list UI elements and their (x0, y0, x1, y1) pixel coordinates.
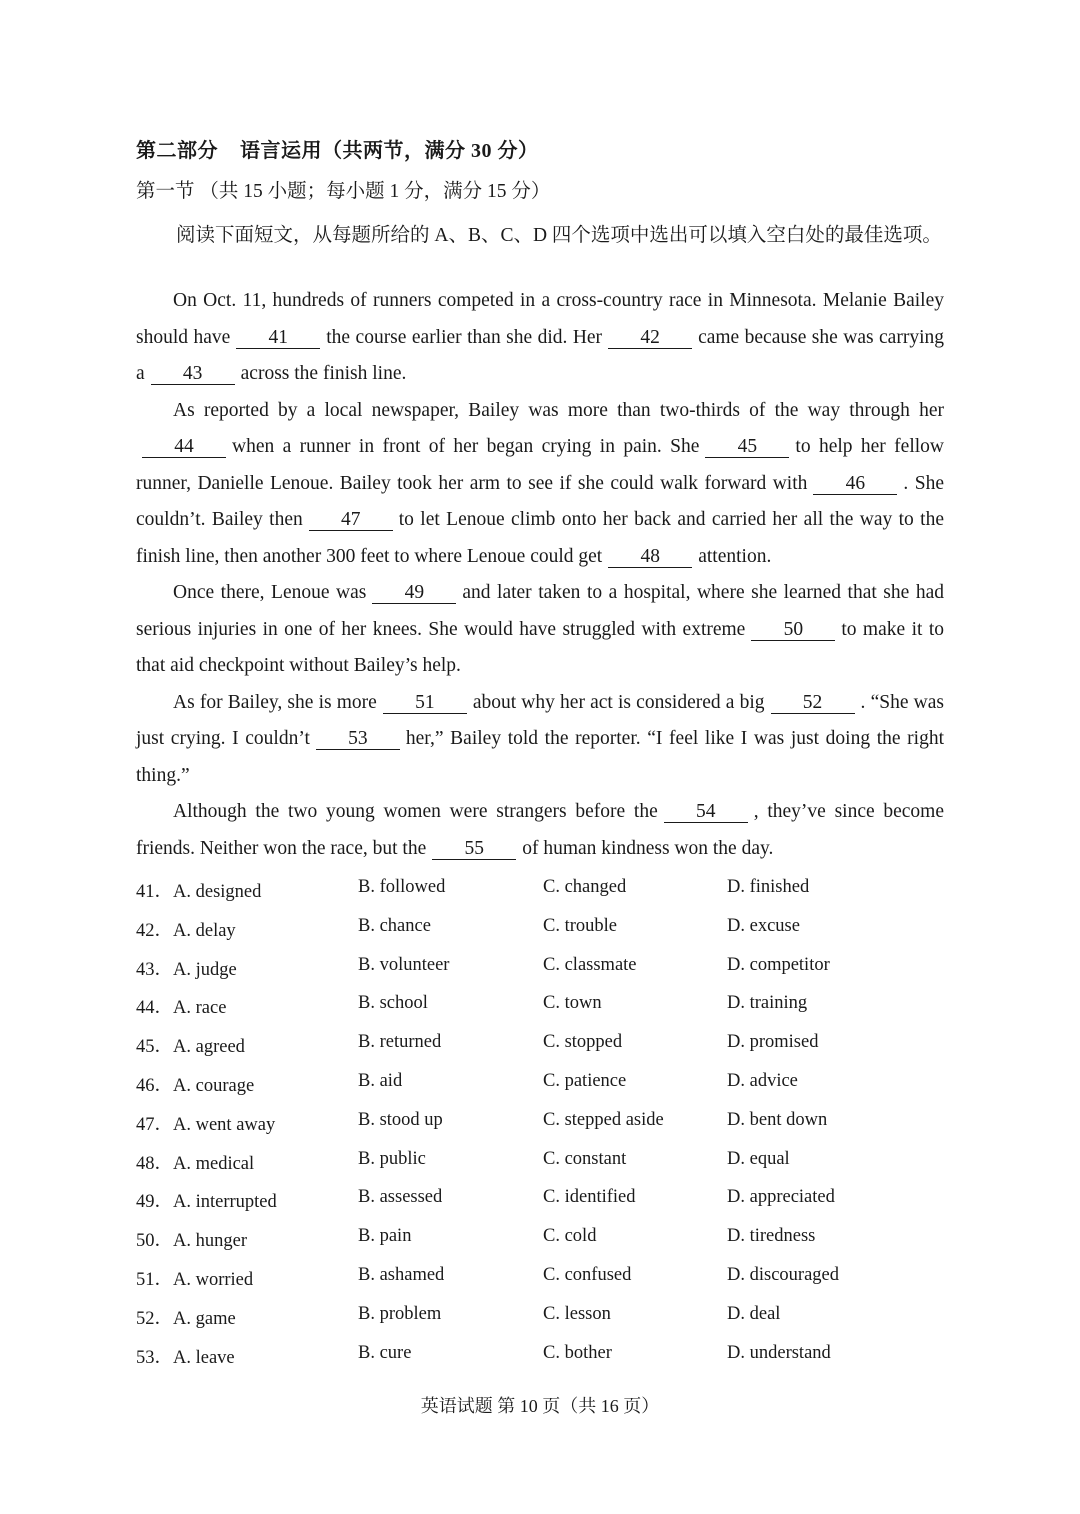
option-b: B. volunteer (358, 954, 450, 975)
option-b: B. assessed (358, 1187, 443, 1208)
passage-text: As for Bailey, she is more (173, 691, 377, 713)
option-d: D. excuse (727, 915, 800, 936)
option-d: D. finished (727, 877, 810, 897)
option-c: C. confused (543, 1264, 632, 1285)
passage-text: the course earlier than she did. Her (326, 326, 603, 348)
option-a: 48．A. medical (136, 1153, 255, 1174)
option-a: 51．A. worried (136, 1269, 254, 1290)
option-b: B. followed (358, 877, 446, 897)
option-a: 46．A. courage (136, 1075, 255, 1096)
option-c: C. bother (543, 1342, 612, 1363)
option-c: C. trouble (543, 915, 617, 936)
option-row (136, 1071, 944, 1110)
blank-42: 42 (608, 328, 692, 349)
option-b: B. school (358, 993, 428, 1014)
option-row (136, 1187, 944, 1226)
option-b: B. ashamed (358, 1264, 445, 1285)
option-d: D. deal (727, 1303, 781, 1324)
option-d: D. competitor (727, 954, 830, 975)
option-d: D. discouraged (727, 1264, 839, 1285)
option-c: C. lesson (543, 1303, 611, 1324)
paragraph-2 (136, 393, 944, 576)
option-row (136, 955, 944, 994)
blank-43: 43 (151, 364, 235, 385)
option-row (136, 1265, 944, 1304)
option-row (136, 1149, 944, 1188)
blank-54: 54 (664, 802, 748, 823)
option-a: 42．A. delay (136, 920, 236, 941)
option-row (136, 1110, 944, 1149)
blank-53: 53 (316, 729, 400, 750)
paragraph-3 (136, 575, 944, 685)
option-d: D. understand (727, 1342, 831, 1363)
option-a: 44．A. race (136, 998, 227, 1019)
option-c: C. changed (543, 877, 627, 897)
paragraph-4 (136, 685, 944, 795)
option-a: 41．A. designed (136, 882, 262, 902)
option-a: 50．A. hunger (136, 1231, 247, 1252)
passage-text: about why her act is considered a big (472, 691, 765, 713)
passage-text: attention. (698, 545, 772, 567)
passage-text: , they’ve since become friends. Neither won the race, but the (136, 801, 945, 859)
passage-text: when a runner in front of her began crying in pain. She (232, 436, 700, 457)
option-d: D. training (727, 993, 808, 1014)
passage-text: As reported by a local newspaper, Bailey was more than two-thirds of the way through her (173, 399, 944, 421)
option-row (136, 916, 944, 955)
passage-text: her,” Bailey told the reporter. “I feel like I was just doing the right thing.” (136, 728, 944, 786)
passage-text: to make it to that aid checkpoint without Bailey’s help. (136, 618, 944, 676)
option-a: 49．A. interrupted (136, 1192, 277, 1213)
option-a: 53．A. leave (136, 1347, 235, 1368)
blank-52: 52 (771, 693, 855, 714)
passage-text: . “She was just crying. I couldn’t (136, 691, 944, 749)
blank-46: 46 (813, 474, 897, 495)
cloze-passage (136, 283, 944, 867)
passage-text: to help her fellow runner, Danielle Lenoue. Bailey took her arm to see if she could walk forward with (136, 436, 944, 494)
option-b: B. problem (358, 1303, 442, 1324)
option-c: C. stopped (543, 1032, 623, 1053)
blank-51: 51 (383, 693, 467, 714)
option-row (136, 1226, 944, 1265)
blank-49: 49 (372, 583, 456, 604)
page-footer: 英语试题 第 10 页（共 16 页） (420, 1396, 660, 1416)
option-d: D. tiredness (727, 1226, 816, 1247)
blank-47: 47 (309, 510, 393, 531)
option-row (136, 1304, 944, 1343)
blank-48: 48 (608, 547, 692, 568)
option-d: D. promised (727, 1032, 819, 1053)
passage-text: to let Lenoue climb onto her back and carried her all the way to the finish line, then another 300 feet to where Lenoue could get (136, 509, 944, 567)
option-c: C. patience (543, 1070, 627, 1091)
option-row (136, 1343, 944, 1382)
option-a: 45．A. agreed (136, 1037, 245, 1058)
option-d: D. appreciated (727, 1187, 835, 1208)
passage-text: across the finish line. (240, 363, 407, 384)
paragraph-5 (136, 794, 944, 867)
option-c: C. constant (543, 1148, 627, 1169)
passage-text: On Oct. 11, hundreds of runners competed in a cross-country race in Minnesota. Melanie Bailey should have (136, 290, 944, 348)
option-c: C. classmate (543, 954, 637, 975)
option-a: 43．A. judge (136, 959, 237, 980)
option-row (136, 993, 944, 1032)
option-c: C. identified (543, 1187, 636, 1208)
option-row (136, 877, 944, 916)
section-name: 语言运用（共两节，满分 30 分） (240, 140, 539, 162)
blank-50: 50 (751, 620, 835, 641)
option-a: 47．A. went away (136, 1114, 276, 1135)
option-b: B. chance (358, 915, 431, 936)
section-title (136, 134, 539, 163)
option-d: D. bent down (727, 1109, 828, 1130)
passage-text: Although the two young women were strangers before the (173, 801, 658, 822)
option-d: D. advice (727, 1070, 798, 1091)
paragraph-1 (136, 283, 944, 393)
option-b: B. aid (358, 1070, 403, 1091)
instructions: 阅读下面短文，从每题所给的 A、B、C、D 四个选项中选出可以填入空白处的最佳选项。 (176, 225, 942, 246)
option-row (136, 1032, 944, 1071)
option-b: B. cure (358, 1342, 412, 1363)
option-a: 52．A. game (136, 1308, 236, 1329)
passage-text: of human kindness won the day. (522, 837, 774, 859)
option-b: B. public (358, 1148, 426, 1169)
subsection-title: 第一节 （共 15 小题；每小题 1 分，满分 15 分） (136, 181, 551, 202)
section-part: 第二部分 (136, 140, 218, 162)
option-c: C. stepped aside (543, 1109, 664, 1130)
blank-41: 41 (236, 328, 320, 349)
blank-55: 55 (432, 839, 516, 860)
option-b: B. returned (358, 1032, 442, 1053)
option-b: B. pain (358, 1226, 412, 1247)
option-b: B. stood up (358, 1109, 443, 1130)
passage-text: came because she was carrying a (136, 326, 944, 384)
passage-text: and later taken to a hospital, where she learned that she had serious injuries in one of her knees. She would have struggled with extreme (136, 582, 944, 640)
passage-text: Once there, Lenoue was (173, 582, 367, 603)
passage-text: . She couldn’t. Bailey then (136, 472, 944, 530)
option-c: C. town (543, 993, 602, 1014)
blank-44: 44 (142, 437, 226, 458)
option-c: C. cold (543, 1226, 597, 1247)
blank-45: 45 (705, 437, 789, 458)
option-d: D. equal (727, 1148, 790, 1169)
answer-options (136, 877, 944, 1381)
